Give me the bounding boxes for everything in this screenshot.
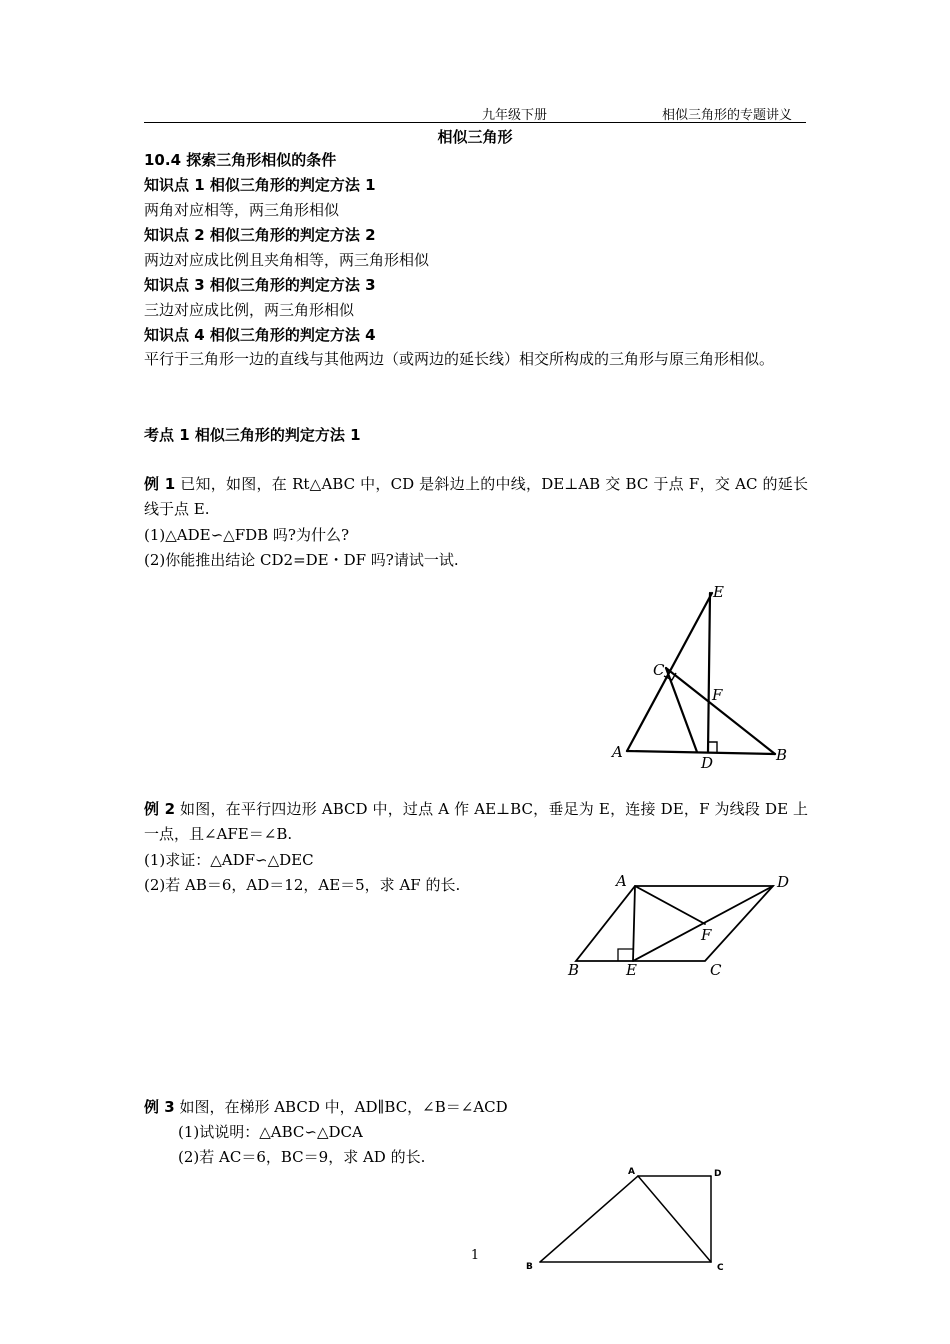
exam-point-heading: 考点 1 相似三角形的判定方法 1 bbox=[144, 426, 361, 444]
example-2-stem bbox=[144, 797, 808, 847]
header-divider bbox=[144, 122, 806, 123]
example-1-label: 例 1 bbox=[144, 475, 176, 493]
label-b: B bbox=[776, 746, 788, 764]
label-c: C bbox=[653, 661, 665, 679]
knowledge-4-text: 平行于三角形一边的直线与其他两边（或两边的延长线）相交所构成的三角形与原三角形相似。 bbox=[144, 350, 775, 368]
label-d: D bbox=[714, 1169, 722, 1179]
header-right: 相似三角形的专题讲义 bbox=[662, 108, 793, 123]
knowledge-1-heading: 知识点 1 相似三角形的判定方法 1 bbox=[144, 176, 376, 194]
label-d: D bbox=[701, 754, 714, 772]
example-3-label: 例 3 bbox=[144, 1098, 175, 1116]
section-heading: 10.4 探索三角形相似的条件 bbox=[144, 151, 337, 169]
segment-ae bbox=[633, 886, 635, 961]
right-angle-mark-d bbox=[708, 742, 717, 752]
document-title: 相似三角形 bbox=[437, 128, 513, 146]
segment-ed bbox=[708, 593, 710, 752]
label-f: F bbox=[712, 686, 723, 704]
label-a: A bbox=[616, 872, 627, 890]
label-b: B bbox=[568, 961, 580, 979]
example-2-label: 例 2 bbox=[144, 800, 176, 818]
label-c: C bbox=[717, 1263, 724, 1273]
example-3-stem bbox=[144, 1097, 508, 1117]
knowledge-1-text: 两角对应相等，两三角形相似 bbox=[144, 201, 340, 219]
segment-af bbox=[635, 886, 705, 924]
example-1-stem bbox=[144, 472, 808, 522]
page-number: 1 bbox=[470, 1248, 480, 1263]
label-e: E bbox=[626, 961, 637, 979]
example-1-question-1: (1)△ADE∽△FDB 吗?为什么? bbox=[144, 526, 350, 544]
example-1-text: 已知，如图，在 Rt△ABC 中，CD 是斜边上的中线，DE⊥AB 交 BC 于点 F，交 AC 的延长线于点 E. bbox=[144, 475, 808, 518]
knowledge-3-text: 三边对应成比例，两三角形相似 bbox=[144, 301, 355, 319]
knowledge-2-text: 两边对应成比例且夹角相等，两三角形相似 bbox=[144, 251, 430, 269]
label-f: F bbox=[701, 926, 712, 944]
label-d: D bbox=[777, 873, 790, 891]
example-2-question-2: (2)若 AB＝6，AD＝12，AE＝5，求 AF 的长. bbox=[144, 876, 461, 894]
knowledge-4-heading: 知识点 4 相似三角形的判定方法 4 bbox=[144, 326, 376, 344]
knowledge-2-heading: 知识点 2 相似三角形的判定方法 2 bbox=[144, 226, 376, 244]
example-2-figure bbox=[560, 868, 800, 983]
right-angle-mark-e bbox=[618, 949, 633, 961]
label-a: A bbox=[628, 1167, 635, 1177]
example-3-text: 如图，在梯形 ABCD 中，AD∥BC，∠B＝∠ACD bbox=[174, 1098, 508, 1116]
knowledge-3-heading: 知识点 3 相似三角形的判定方法 3 bbox=[144, 276, 376, 294]
header-left: 九年级下册 bbox=[482, 108, 548, 123]
example-1-question-2: (2)你能推出结论 CD2=DE・DF 吗?请试一试. bbox=[144, 551, 459, 569]
example-1-figure bbox=[600, 580, 800, 770]
label-e: E bbox=[713, 583, 724, 601]
label-a: A bbox=[612, 743, 623, 761]
example-3-question-2: (2)若 AC＝6，BC＝9，求 AD 的长. bbox=[178, 1148, 426, 1166]
example-3-question-1: (1)试说明：△ABC∽△DCA bbox=[178, 1123, 363, 1141]
label-b: B bbox=[526, 1262, 533, 1272]
parallelogram-abcd bbox=[576, 886, 773, 961]
example-2-question-1: (1)求证：△ADF∽△DEC bbox=[144, 851, 314, 869]
example-2-text: 如图，在平行四边形 ABCD 中，过点 A 作 AE⊥BC，垂足为 E，连接 DE，F 为线段 DE 上一点，且∠AFE＝∠B. bbox=[144, 800, 808, 843]
label-c: C bbox=[710, 961, 722, 979]
